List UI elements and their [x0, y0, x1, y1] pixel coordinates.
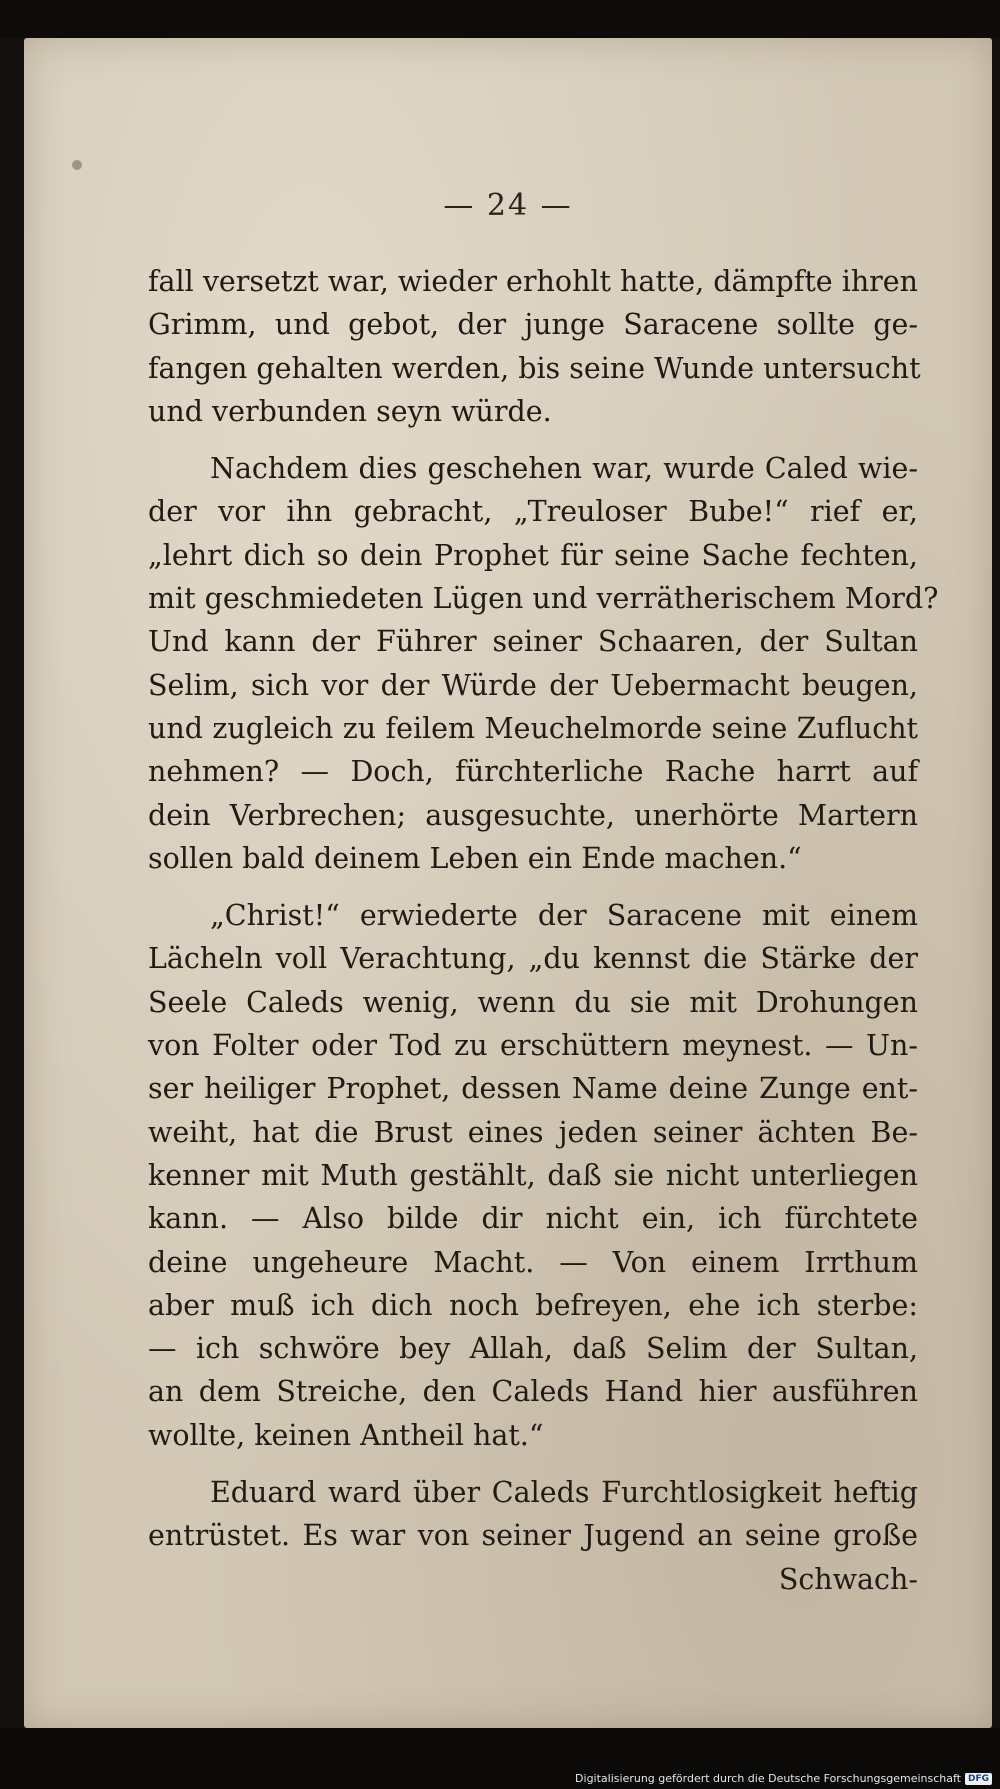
text-line: Und kann der Führer seiner Schaaren, der Sultan	[148, 625, 918, 659]
text-line: sollen bald deinem Leben ein Ende machen.“	[148, 841, 802, 875]
paragraph-3	[148, 894, 918, 1457]
text-line: weiht, hat die Brust eines jeden seiner ächten Be-	[148, 1115, 918, 1149]
text-line: und verbunden seyn würde.	[148, 394, 552, 428]
text-line: Lächeln voll Verachtung, „du kennst die Stärke der	[148, 942, 918, 976]
credit-text: Digitalisierung gefördert durch die Deutsche Forschungsgemeinschaft	[575, 1772, 961, 1785]
top-scan-border	[0, 0, 1000, 38]
text-line: — ich schwöre bey Allah, daß Selim der Sultan,	[148, 1332, 918, 1366]
text-line: kann. — Also bilde dir nicht ein, ich fürchtete	[148, 1202, 918, 1236]
paragraph-2	[148, 447, 939, 880]
text-line: der vor ihn gebracht, „Treuloser Bube!“ rief er,	[148, 495, 918, 529]
text-line: fangen gehalten werden, bis seine Wunde untersucht	[148, 351, 921, 385]
text-line: fall versetzt war, wieder erhohlt hatte, dämpfte ihren	[148, 265, 919, 298]
text-line: „lehrt dich so dein Prophet für seine Sache fechten,	[148, 538, 918, 572]
book-page	[24, 38, 992, 1728]
text-line: Selim, sich vor der Würde der Uebermacht beugen,	[148, 668, 918, 702]
text-line: Eduard ward über Caleds Furchtlosigkeit heftig	[210, 1476, 918, 1510]
text-line: dein Verbrechen; ausgesuchte, unerhörte Martern	[148, 798, 918, 832]
paragraph-4	[148, 1471, 918, 1601]
text-line: Nachdem dies geschehen war, wurde Caled wie-	[210, 452, 918, 486]
text-line: von Folter oder Tod zu erschüttern meynest. — Un-	[148, 1029, 918, 1063]
text-line: deine ungeheure Macht. — Von einem Irrthum	[148, 1245, 918, 1279]
catchword: Schwach-	[778, 1562, 918, 1596]
text-line: Grimm, und gebot, der junge Saracene sollte ge-	[148, 308, 918, 342]
text-line: kenner mit Muth gestählt, daß sie nicht unterliegen	[148, 1158, 918, 1192]
text-line: mit geschmiedeten Lügen und verrätherischem Mord?	[148, 582, 939, 616]
text-line: entrüstet. Es war von seiner Jugend an seine große	[148, 1519, 918, 1553]
text-line: aber muß ich dich noch befreyen, ehe ich sterbe:	[148, 1288, 918, 1322]
text-line: ser heiliger Prophet, dessen Name deine Zunge ent-	[148, 1072, 918, 1106]
bottom-scan-border	[0, 1728, 1000, 1789]
text-line: „Christ!“ erwiederte der Saracene mit einem	[210, 899, 918, 933]
text-line: und zugleich zu feilem Meuchelmorde seine Zuflucht	[148, 711, 918, 745]
text-line: Seele Caleds wenig, wenn du sie mit Drohungen	[148, 985, 918, 1019]
page-text	[148, 260, 939, 1601]
page-number: — 24 —	[443, 188, 573, 223]
paragraph-1	[148, 260, 921, 433]
text-line: wollte, keinen Antheil hat.“	[148, 1418, 544, 1452]
dfg-logo: DFG	[965, 1773, 992, 1785]
page-stain	[72, 160, 82, 170]
digitization-credit	[575, 1772, 992, 1785]
text-line: nehmen? — Doch, fürchterliche Rache harrt auf	[148, 755, 918, 789]
text-line: an dem Streiche, den Caleds Hand hier ausführen	[148, 1375, 918, 1409]
